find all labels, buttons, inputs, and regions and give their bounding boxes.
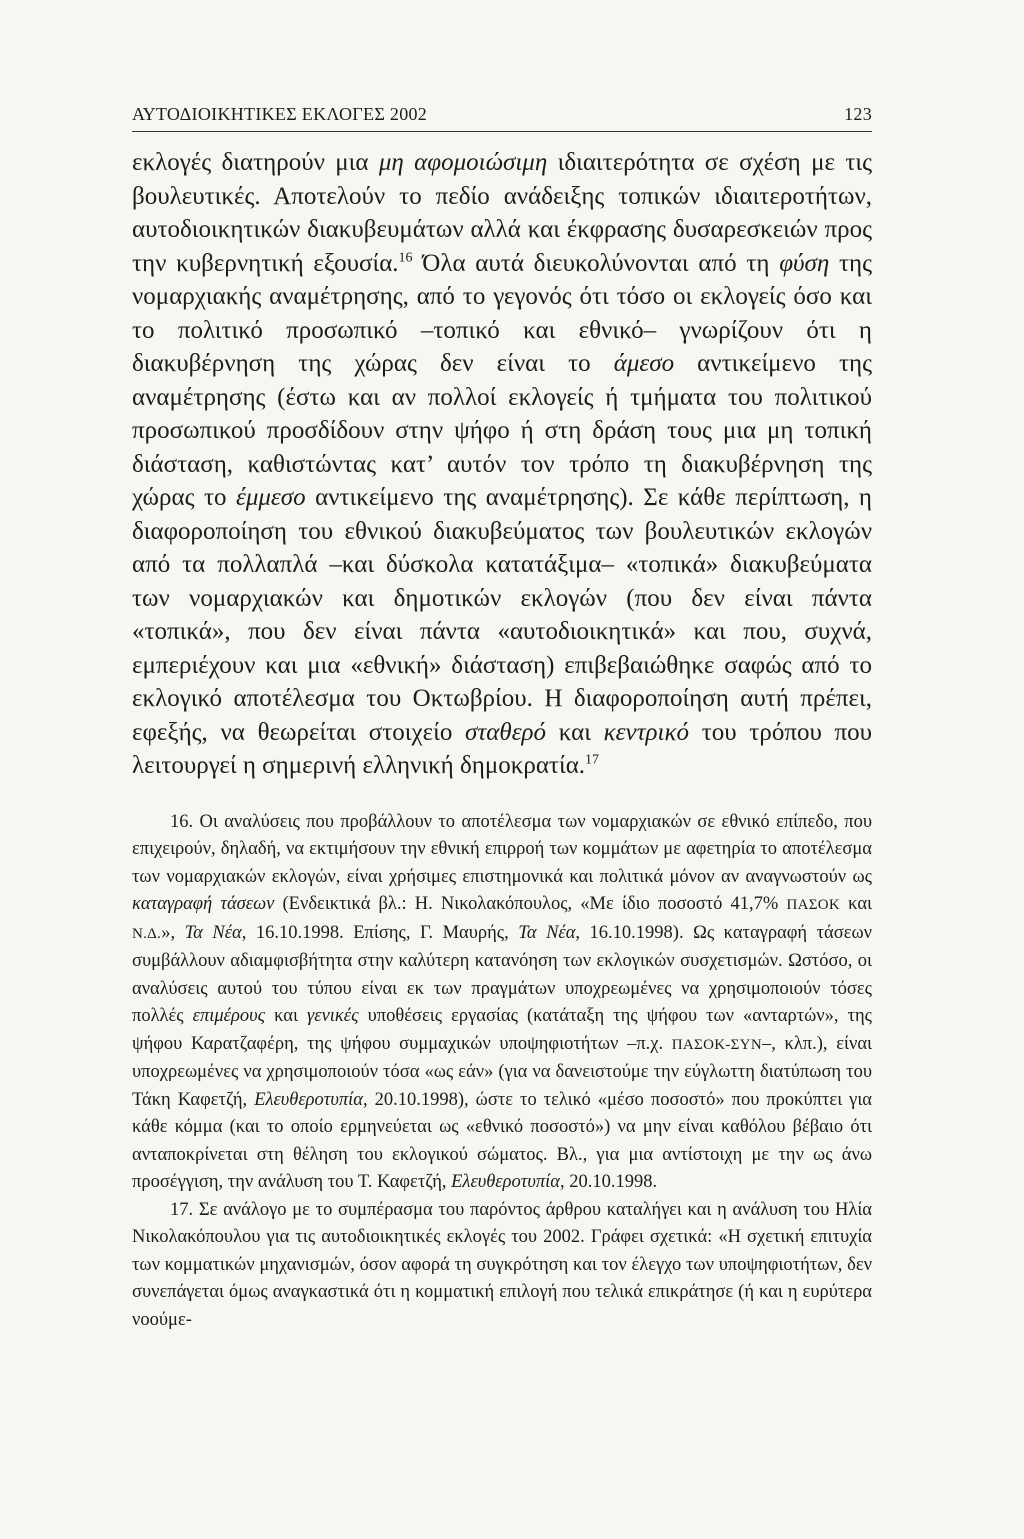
text-run: (Ενδεικτικά βλ.: Η. Νικολακόπουλος, «Με ίδιο ποσοστό 41,7% [274,894,787,914]
footnotes [132,809,872,1335]
text-run: Όλα αυτά διευκολύνονται από τη [412,249,780,277]
text-run: –, κλπ.), είναι υποχρεωμένες να χρησιμοποιούν τόσα «ως εάν» (για να δανειστούμε την εύγλωττη διατύπωση του Τάκη Καφετζή, [132,1033,872,1110]
abbreviation: Ν.Δ. [132,925,162,942]
text-run: αντικείμενο της αναμέτρησης (έστω και αν πολλοί εκλογείς ή τμήματα του πολιτικού προσωπικού προσδίδουν στην ψήφο ή στη δράση τους μια μη τοπική διάσταση, καθιστώντας κατ’ αυτόν τον τρόπο τη διακυβέρνηση της χώρας το [132,350,872,511]
emphasis: Ελευθεροτυπία [254,1089,364,1110]
text-run: υποθέσεις εργασίας (κατάταξη της ψήφου των «ανταρτών», της ψήφου Καρατζαφέρη, της ψήφου συμμαχικών υποψηφιοτήτων –π.χ. [132,1006,873,1054]
text-run: και [265,1006,307,1026]
footnote-16 [132,809,872,1197]
text-run: 16. Οι αναλύσεις που προβάλλουν το αποτέλεσμα των νομαρχιακών σε εθνικό επίπεδο, που επιχειρούν, δηλαδή, να εκτιμήσουν την εθνική επιρροή των κομμάτων με αφετηρία το αποτέλεσμα των νομαρχιακών εκλογών, είναι χρήσιμες επιστημονικά και πολιτικά μόνον αν αναγνωστούν ως [132,811,872,887]
emphasis: επιμέρους [192,1006,266,1026]
text-run: », [161,922,185,943]
emphasis: μη αφομοιώσιμη [378,149,548,176]
emphasis: Τα Νέα [518,922,576,943]
text-run: αντικείμενο της αναμέτρησης). Σε κάθε περίπτωση, η διαφοροποίηση του εθνικού διακυβεύματος των βουλευτικών εκλογών από τα πολλαπλά –και δύσκολα κατατάξιμα– «τοπικά» διακυβεύματα των νομαρχιακών και δημοτικών εκλογών (που δεν είναι πάντα «τοπικά», που δεν είναι πάντα «αυτοδιοικητικά» και που, συχνά, εμπεριέχουν και μια «εθνική» διάσταση) επιβεβαιώθηκε σαφώς από το εκλογικό αποτέλεσμα του Οκτωβρίου. Η διαφοροποίηση αυτή πρέπει, εφεξής, να θεωρείται στοιχείο [132,484,873,746]
text-run: και [546,718,604,746]
text-run: εκλογές διατηρούν μια [132,149,379,176]
text-run: 17. Σε ανάλογο με το συμπέρασμα του παρόντος άρθρου καταλήγει και η ανάλυση του Ηλία Νικολακόπουλου για τις αυτοδιοικητικές εκλογές του 2002. Γράφει σχετικά: «Η σχετική επιτυχία των κομματικών μηχανισμών, όσον αφορά τη συγκρότηση και τον έλεγχο των υποψηφιοτήτων, δεν συνεπάγεται όμως αναγκαστικά ότι η κομματική επιλογή που τελικά επικράτησε (ή και η ευρύτερα νοούμε- [132,1199,872,1330]
emphasis: Τα Νέα [184,922,242,943]
emphasis: σταθερό [465,718,547,746]
body-paragraph [132,146,872,783]
footnote-ref-17[interactable]: 17 [585,752,600,768]
emphasis: άμεσο [613,350,675,377]
main-text [132,146,872,783]
abbreviation: ΠΑΣΟΚ-ΣΥΝ [671,1036,762,1053]
text-run: , 20.10.1998. [559,1172,658,1192]
text-run: , 20.10.1998), ώστε το τελικό «μέσο ποσοστό» που προκύπτει για κάθε κόμμα (και το οποίο ερμηνεύεται ως «εθνικό ποσοστό») να μην είναι καθόλου βέβαιο ότι ανταποκρίνεται στη θέληση του εκλογικού σώματος. Βλ., για μια αντίστοιχη με την ως άνω προσέγγιση, την ανάλυση του Τ. Καφετζή, [132,1089,873,1192]
text-run: , 16.10.1998). Ως καταγραφή τάσεων συμβάλλουν αδιαμφισβήτητα στην καλύτερη κατανόηση των εκλογικών συσχετισμών. Ωστόσο, οι αναλύσεις αυτού του τύπου είναι εκ των πραγμάτων υποχρεωμένες να χρησιμοποιούν τόσες πολλές [132,922,873,1026]
text-run: του τρόπου που λειτουργεί η σημερινή ελληνική δημοκρατία. [132,718,873,779]
footnote-17 [132,1197,872,1335]
running-header [132,104,872,132]
footnote-ref-16[interactable]: 16 [398,250,413,266]
emphasis: κεντρικό [603,718,689,746]
text-run: και [840,894,873,914]
running-title: ΑΥΤΟΔΙΟΙΚΗΤΙΚΕΣ ΕΚΛΟΓΕΣ 2002 [132,104,428,124]
text-run: , 16.10.1998. Επίσης, Γ. Μαυρής, [241,922,519,943]
text-run: της νομαρχιακής αναμέτρησης, από το γεγονός ότι τόσο οι εκλογείς όσο και το πολιτικό προσωπικό –τοπικό και εθνικό– γνωρίζουν ότι η διακυβέρνηση της χώρας δεν είναι το [132,249,872,377]
abbreviation: ΠΑΣΟΚ [786,897,841,913]
emphasis: φύση [779,249,830,277]
emphasis: Ελευθεροτυπία [451,1172,560,1192]
emphasis: γενικές [306,1006,359,1026]
emphasis: έμμεσο [235,484,306,511]
page-number: 123 [844,104,872,124]
text-run: ιδιαιτερότητα σε σχέση με τις βουλευτικές. Αποτελούν το πεδίο ανάδειξης τοπικών ιδιαιτεροτήτων, αυτοδιοικητικών διακυβευμάτων αλλά και έκφρασης δυσαρεσκειών προς την κυβερνητική εξουσία. [132,149,872,277]
emphasis: καταγραφή τάσεων [132,894,275,914]
